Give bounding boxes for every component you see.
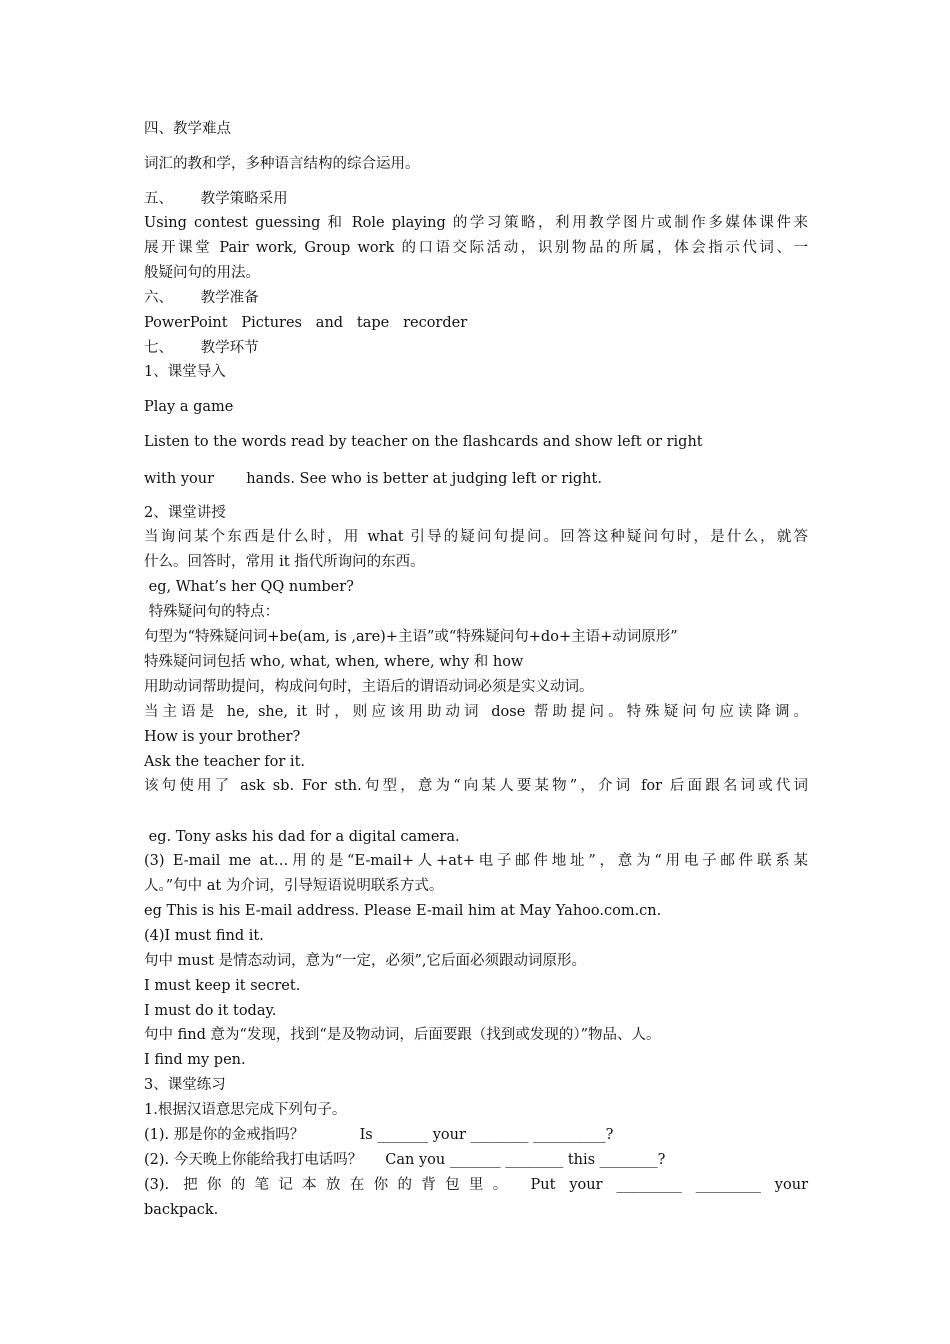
text-line-h7: 七、 教学环节 [144, 340, 259, 356]
text-line-p7b: Listen to the words read by teacher on the flashcards and show left or right [144, 434, 703, 450]
text-line-p8c: eg, What’s her QQ number? [144, 579, 354, 595]
text-line-p8h: 当主语是 he, she, it 时，则应该用助动词 dose 帮助提问。特殊疑问句应读降调。 [144, 704, 808, 720]
text-line-ex1: 1.根据汉语意思完成下列句子。 [144, 1102, 347, 1118]
text-line-h5: 五、 教学策略采用 [144, 191, 288, 207]
text-line-p10d: I must do it today. [144, 1003, 277, 1019]
text-line-p8e: 句型为“特殊疑问词+be(am, is ,are)+主语”或“特殊疑问句+do+主语+动词原形” [144, 629, 678, 645]
text-line-p8a: 当询问某个东西是什么时，用 what 引导的疑问句提问。回答这种疑问句时，是什么，就答 [144, 529, 808, 545]
text-line-p8d: 特殊疑问句的特点： [144, 604, 280, 620]
text-line-p8k: 该句使用了 ask sb. For sth.句型，意为“向某人要某物”，介词 for 后面跟名词或代词 [144, 778, 808, 794]
text-line-p8b: 什么。回答时，常用 it 指代所询问的东西。 [144, 554, 425, 570]
text-line-p10c: I must keep it secret. [144, 978, 301, 994]
text-line-p6: PowerPoint Pictures and tape recorder [144, 315, 468, 331]
text-line-p8l: eg. Tony asks his dad for a digital camera. [144, 829, 460, 845]
text-line-ex1d: backpack. [144, 1202, 219, 1218]
text-line-h6: 六、 教学准备 [144, 290, 259, 306]
text-line-ex1c: (3). 把你的笔记本放在你的背包里。 Put your _________ _________ your [144, 1177, 808, 1193]
text-line-p4: 词汇的教和学，多种语言结构的综合运用。 [144, 156, 420, 172]
text-line-s3: 3、课堂练习 [144, 1077, 226, 1093]
text-line-p9c: eg This is his E-mail address. Please E-mail him at May Yahoo.com.cn. [144, 903, 662, 919]
text-line-ex1a: (1). 那是你的金戒指吗？ Is _______ your ________ __________? [144, 1127, 614, 1143]
text-line-p7a: Play a game [144, 399, 234, 415]
text-line-p8g: 用助动词帮助提问，构成问句时，主语后的谓语动词必须是实义动词。 [144, 679, 594, 695]
text-line-p10a: (4)I must find it. [144, 928, 264, 944]
text-line-p9a: (3) E-mail me at…用的是“E-mail+人+at+电子邮件地址”，意为“用电子邮件联系某 [144, 853, 808, 869]
text-line-p9b: 人。”句中 at 为介词，引导短语说明联系方式。 [144, 878, 444, 894]
text-line-p10f: I find my pen. [144, 1052, 246, 1068]
text-line-p10e: 句中 find 意为“发现，找到“是及物动词，后面要跟（找到或发现的）”物品、人。 [144, 1027, 661, 1043]
text-line-p5a: Using contest guessing 和 Role playing 的学习策略，利用教学图片或制作多媒体课件来 [144, 215, 808, 231]
text-line-ex1b: (2). 今天晚上你能给我打电话吗？ Can you _______ ________ this ________? [144, 1152, 666, 1168]
text-line-p8i: How is your brother? [144, 729, 301, 745]
text-line-p5b: 展开课堂 Pair work, Group work 的口语交际活动，识别物品的所属，体会指示代词、一 [144, 240, 808, 256]
text-line-s1: 1、课堂导入 [144, 364, 226, 380]
text-line-p8j: Ask the teacher for it. [144, 754, 306, 770]
text-line-s2: 2、课堂讲授 [144, 505, 226, 521]
text-line-h4: 四、教学难点 [144, 121, 231, 137]
text-line-p7c: with your hands. See who is better at judging left or right. [144, 471, 602, 487]
text-line-p5c: 般疑问句的用法。 [144, 265, 260, 281]
text-line-p8f: 特殊疑问词包括 who, what, when, where, why 和 how [144, 654, 524, 670]
text-line-p10b: 句中 must 是情态动词，意为“一定，必须”,它后面必须跟动词原形。 [144, 953, 587, 969]
